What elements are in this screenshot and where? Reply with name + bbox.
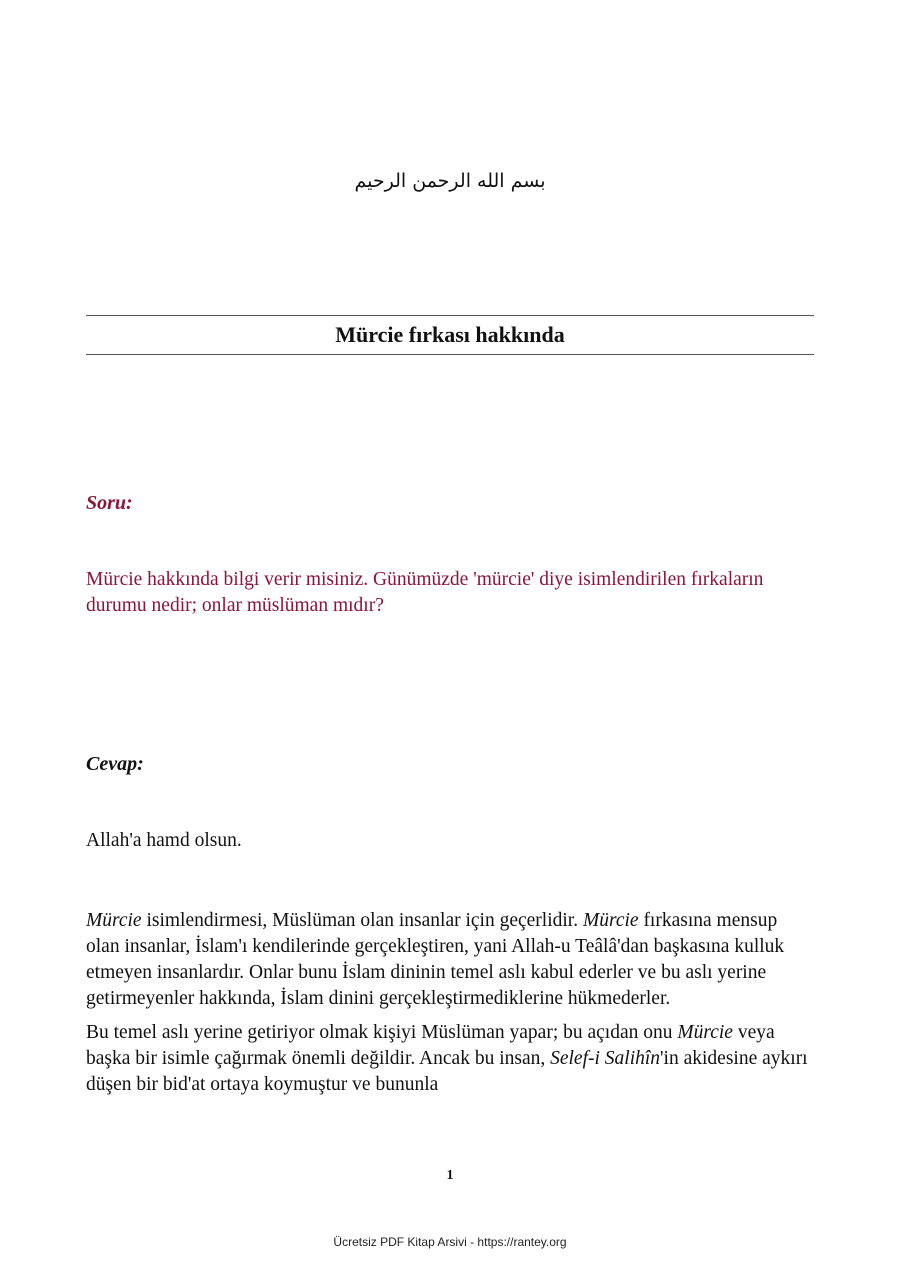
paragraph-text: isimlendirmesi, Müslüman olan insanlar için geçerlidir.	[141, 910, 583, 931]
answer-greeting: Allah'a hamd olsun.	[86, 830, 242, 851]
answer-body	[86, 908, 814, 1106]
paragraph-text: Bu temel aslı yerine getiriyor olmak kişiyi Müslüman yapar; bu açıdan onu	[86, 1022, 678, 1043]
term-murcie: Mürcie	[677, 1022, 733, 1043]
answer-paragraph-2	[86, 1020, 814, 1098]
page-number: 1	[446, 1168, 454, 1183]
term-murcie: Mürcie	[86, 910, 142, 931]
basmala: بسم الله الرحمن الرحيم	[354, 170, 546, 192]
question-label: Soru:	[86, 492, 133, 514]
answer-label: Cevap:	[86, 753, 144, 775]
footer-note: Ücretsiz PDF Kitap Arsivi - https://rantey.org	[333, 1235, 567, 1249]
page-title: Mürcie fırkası hakkında	[335, 322, 565, 347]
paragraph-text: 'in akidesine aykırı düşen bir bid'at ortaya koymuştur ve bununla	[86, 1048, 808, 1095]
question-text: Mürcie hakkında bilgi verir misiniz. Günümüzde 'mürcie' diye isimlendirilen fırkaların durumu nedir; onlar müslüman mıdır?	[86, 569, 764, 616]
paragraph-text: fırkasına mensup olan insanlar, İslam'ı kendilerinde gerçekleştiren, yani Allah-u Teâlâ'dan başkasına kulluk etmeyen insanlardır. Onlar bunu İslam dininin temel aslı kabul ederler ve bu aslı yerine getirmeyenler hakkında, İslam dinini gerçekleştirmediklerine hükmederler.	[86, 910, 785, 1009]
paragraph-text: veya başka bir isimle çağırmak önemli değildir. Ancak bu insan,	[86, 1022, 775, 1069]
title-box	[86, 315, 814, 355]
answer-paragraph-1	[86, 908, 814, 1012]
term-selef-i-salihin: Selef-i Salihîn	[550, 1048, 661, 1069]
term-murcie: Mürcie	[582, 910, 639, 931]
